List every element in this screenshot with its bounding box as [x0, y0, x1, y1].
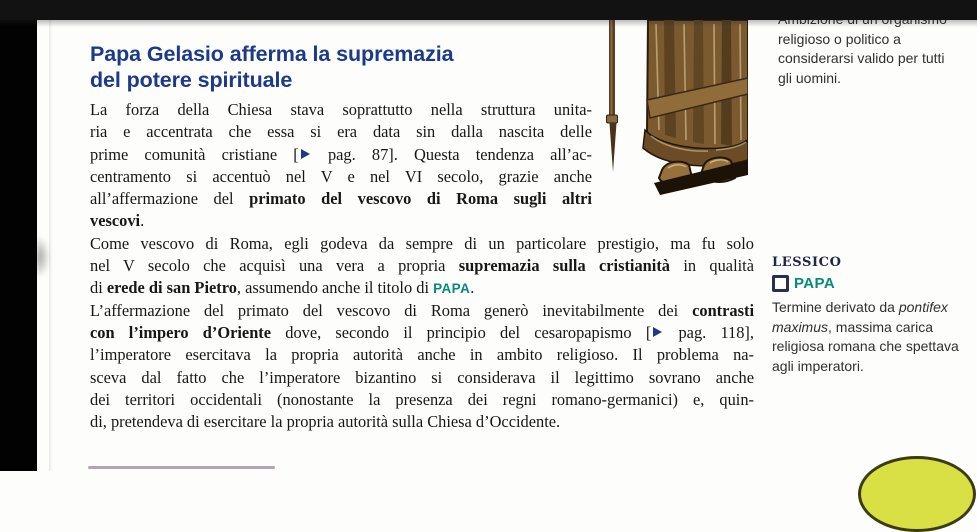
text-line [90, 188, 592, 210]
yellow-ellipse-badge [858, 456, 976, 532]
text-segment: prime comunità cristiane [ [90, 144, 299, 164]
text-segment: dei territori occidentali (nonostante la presenza dei regni romano-germanici) e, quin- [90, 389, 754, 409]
scan-smudge-artifact [37, 236, 50, 278]
lexicon-term: PAPA [794, 275, 836, 292]
text-segment: pontifex [898, 299, 948, 315]
text-line [90, 255, 754, 277]
text-line [90, 144, 592, 166]
text-segment: pag. 87]. Questa tendenza all’ac- [311, 144, 592, 164]
text-line [90, 166, 592, 188]
text-segment: all’affermazione del [90, 189, 250, 209]
scan-top-black-bar [0, 0, 977, 20]
text-segment: con l’impero d’Oriente [90, 322, 272, 342]
text-segment: dove, secondo il principio del cesaropapismo [ [271, 322, 652, 342]
text-line [90, 233, 754, 255]
lexicon-heading: LESSICO [772, 255, 842, 270]
text-line [90, 121, 592, 143]
text-line: gli uomini. [778, 69, 842, 86]
lexicon-definition [772, 298, 970, 376]
text-segment: in qualità [670, 256, 754, 276]
page-title [90, 41, 650, 93]
text-line [772, 357, 970, 377]
square-bullet-icon [772, 275, 789, 292]
text-line [772, 298, 970, 318]
text-line: considerarsi valido per tutti [778, 50, 945, 66]
text-segment: di [90, 278, 107, 298]
text-segment: La forza della Chiesa stava soprattutto nella struttura unita- [90, 100, 592, 119]
text-segment: Termine derivato da [772, 299, 899, 315]
lexicon-box [772, 255, 970, 376]
text-line [90, 411, 754, 433]
text-line [90, 344, 754, 366]
text-segment: centramento si accentuò nel V e nel VI secolo, grazie anche [90, 166, 592, 186]
text-segment: pag. 118], [664, 322, 754, 342]
text-segment: PAPA [433, 281, 471, 297]
cutoff-box-top-border [88, 466, 275, 469]
text-line [90, 367, 754, 389]
text-line [90, 277, 754, 299]
text-segment: agli imperatori. [772, 357, 864, 374]
text-segment: Come vescovo di Roma, egli godeva da sempre di un particolare prestigio, ma fu solo [90, 233, 754, 253]
text-segment: primato del vescovo di Roma sugli altri [249, 189, 592, 209]
page-title-line1: Papa Gelasio afferma la supremazia [90, 42, 454, 66]
bronze-statue-icon [596, 20, 748, 216]
text-segment: contrasti [692, 300, 754, 320]
scan-top-shadow [0, 20, 977, 27]
page-ref-arrow-icon [301, 149, 310, 159]
text-segment: maximus [772, 318, 829, 335]
text-segment: nel V secolo che acquisì una vera a propria [90, 256, 459, 276]
text-line [90, 389, 754, 411]
text-segment: di, pretendeva di esercitare la propria autorità sulla Chiesa d’Occidente. [90, 412, 561, 432]
text-segment: ria e accentrata che essa si era data sin dalla nascita delle [90, 122, 592, 142]
paragraph [90, 99, 592, 233]
text-segment: sceva dal fatto che l’imperatore bizantino si considerava il legittimo sovrano anche [90, 367, 754, 387]
text-line [90, 99, 592, 121]
text-line [772, 337, 970, 357]
statue-figure-image [596, 20, 748, 216]
text-line [90, 210, 592, 232]
lexicon-term-row [772, 275, 970, 292]
text-line [772, 318, 970, 338]
text-segment: erede di san Pietro [106, 278, 237, 298]
text-segment: L’affermazione del primato del vescovo di Roma generò inevitabilmente dei [90, 300, 693, 320]
text-line: religioso o politico a [778, 30, 901, 47]
text-segment: . [140, 211, 145, 231]
page-title-line2: del potere spirituale [90, 68, 293, 92]
scan-left-black-bar [0, 0, 37, 471]
text-segment: , massima carica [828, 318, 934, 335]
text-segment: vescovi [90, 211, 141, 231]
paragraph [90, 233, 754, 300]
text-line [90, 322, 754, 344]
text-line [90, 300, 754, 322]
text-segment: supremazia sulla cristianità [458, 256, 670, 276]
text-segment: , assumendo anche il titolo di [236, 278, 434, 298]
page-ref-arrow-icon [653, 327, 662, 337]
text-segment: religiosa romana che spettava [772, 338, 959, 354]
text-segment: l’imperatore esercitava la propria autorità anche in ambito religioso. Il problema na- [90, 345, 754, 365]
text-segment: . [470, 278, 475, 298]
paragraph [90, 300, 754, 434]
